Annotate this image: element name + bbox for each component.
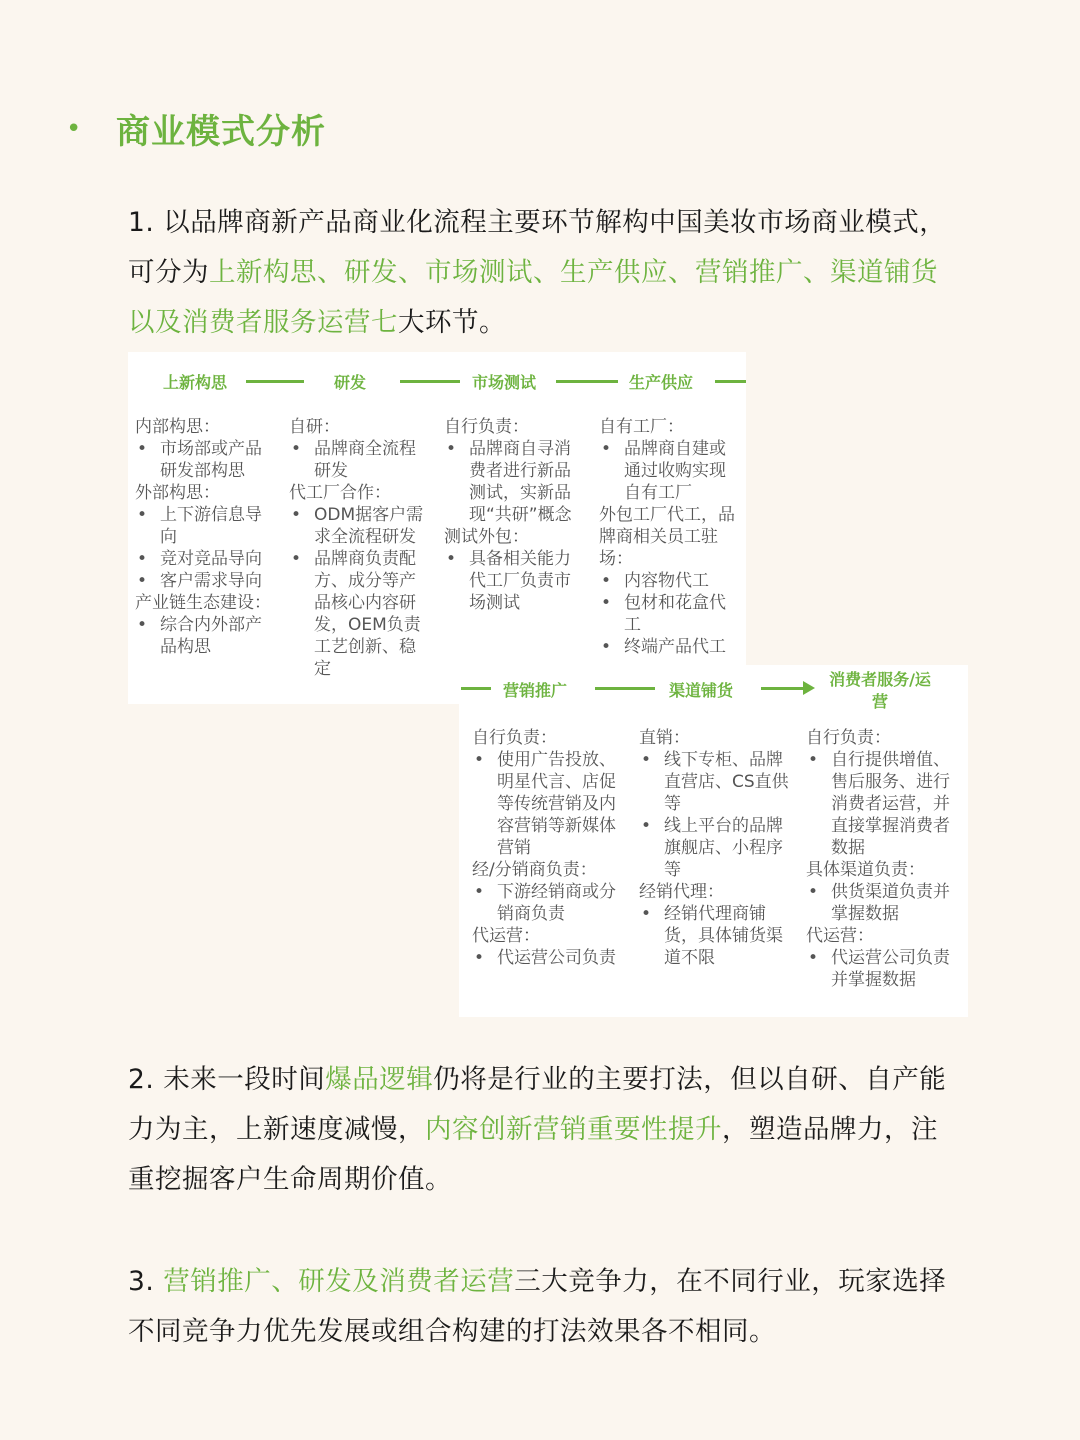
bullet-item: • 代运营公司负责	[472, 947, 622, 969]
process-figure-bottom	[459, 665, 968, 1017]
bullet-item: • 线上平台的品牌旗舰店、小程序等	[639, 815, 789, 881]
bullet-item: • 市场部或产品研发部构思	[135, 438, 275, 482]
stage-column	[135, 416, 275, 658]
bullet-item: • 具备相关能力代工厂负责市场测试	[444, 548, 584, 614]
stage-column	[472, 727, 622, 969]
bullet-item: • 客户需求导向	[135, 570, 275, 592]
block-header: 自行负责：	[444, 417, 529, 437]
block-header: 代运营：	[806, 926, 874, 946]
bullet-list	[472, 749, 622, 859]
block-header: 具体渠道负责：	[806, 860, 925, 880]
bullet-item: • 品牌商自寻消费者进行新品测试，实新品现“共研”概念	[444, 438, 584, 526]
stage-column	[806, 727, 956, 991]
stage-column	[444, 416, 584, 614]
connector-line	[246, 380, 304, 383]
bullet-item: • 综合内外部产品构思	[135, 614, 275, 658]
bullet-list	[472, 947, 622, 969]
arrow-right-icon	[803, 681, 815, 695]
block-header: 代工厂合作：	[289, 483, 391, 503]
bullet-item: • 品牌商全流程研发	[289, 438, 429, 482]
connector-line	[400, 380, 460, 383]
bullet-item: • 下游经销商或分销商负责	[472, 881, 622, 925]
block-header: 产业链生态建设：	[135, 593, 271, 613]
block-header: 自研：	[289, 417, 340, 437]
p3-text: 3.	[128, 1266, 164, 1297]
connector-line	[595, 687, 655, 690]
bullet-list	[806, 947, 956, 991]
block-header: 外部构思：	[135, 483, 220, 503]
block-header: 测试外包：	[444, 527, 529, 547]
p2-text: 仍将是行业的主要打法，但以自研、自产能力为主，上新速度减慢，	[128, 1064, 947, 1145]
p1-text: 1. 以品牌商新产品商业化流程主要环节解构中国美妆市场商业模式，可分为	[128, 207, 947, 288]
bullet-list	[599, 438, 739, 504]
bullet-list	[639, 749, 789, 881]
bullet-list	[135, 438, 275, 482]
p1-text-end: 大环节。	[398, 307, 506, 338]
bullet-item: • ODM据客户需求全流程研发	[289, 504, 429, 548]
p2-highlight: 内容创新营销重要性提升	[425, 1114, 722, 1145]
stage-label: 渠道铺货	[669, 681, 734, 700]
bullet-item: • 品牌商负责配方、成分等产品核心内容研发，OEM负责工艺创新、稳定	[289, 548, 429, 680]
p2-highlight: 爆品逻辑	[325, 1064, 434, 1095]
p3-highlight: 营销推广、研发及消费者运营	[163, 1266, 515, 1297]
bullet-item: • 线下专柜、品牌直营店、CS直供等	[639, 749, 789, 815]
block-header: 代运营：	[472, 926, 540, 946]
bullet-item: • 包材和花盒代工	[599, 592, 739, 636]
paragraph-1	[128, 198, 958, 348]
stage-column	[289, 416, 429, 680]
bullet-item: • 品牌商自建或通过收购实现自有工厂	[599, 438, 739, 504]
p2-text: 2. 未来一段时间	[128, 1064, 326, 1095]
bullet-item: • 上下游信息导向	[135, 504, 275, 548]
bullet-list	[444, 548, 584, 614]
process-figure-top	[128, 352, 746, 704]
bullet-item: • 自行提供增值、售后服务、进行消费者运营，并直接掌握消费者数据	[806, 749, 956, 859]
stage-label: 消费者服务/运营	[829, 670, 931, 711]
bullet-item: • 使用广告投放、明星代言、店促等传统营销及内容营销等新媒体营销	[472, 749, 622, 859]
bullet-item: • 经销代理商铺货，具体铺货渠道不限	[639, 903, 789, 969]
bullet-item: • 代运营公司负责并掌握数据	[806, 947, 956, 991]
bullet-item: • 内容物代工	[599, 570, 739, 592]
bullet-item: • 终端产品代工	[599, 636, 739, 658]
p1-highlight: 上新构思、研发、市场测试、生产供应、营销推广、渠道铺货以及消费者服务运营七	[128, 257, 938, 338]
stage-column	[639, 727, 789, 969]
block-header: 自有工厂：	[599, 417, 684, 437]
stage-label: 营销推广	[503, 681, 568, 700]
connector-line	[461, 687, 491, 690]
bullet-list	[599, 570, 739, 658]
bullet-list	[289, 438, 429, 482]
bullet-list	[135, 504, 275, 592]
bullet-list	[135, 614, 275, 658]
stage-row-bottom	[459, 669, 968, 711]
block-header: 自行负责：	[472, 728, 557, 748]
stage-label: 生产供应	[629, 373, 694, 392]
paragraph-2	[128, 1055, 958, 1205]
bullet-list	[806, 749, 956, 859]
block-header: 内部构思：	[135, 417, 220, 437]
section-title: 商业模式分析	[116, 112, 326, 152]
connector-line	[715, 380, 746, 383]
block-header: 经销代理：	[639, 882, 724, 902]
stage-column	[599, 416, 739, 658]
bullet-list	[806, 881, 956, 925]
block-header: 自行负责：	[806, 728, 891, 748]
stage-row-top	[128, 366, 746, 394]
bullet-list	[472, 881, 622, 925]
stage-label: 市场测试	[472, 373, 537, 392]
bullet-item: • 竞对竞品导向	[135, 548, 275, 570]
stage-label: 上新构思	[163, 373, 228, 392]
paragraph-3	[128, 1257, 958, 1357]
p2-text-end: ，塑造品牌力，注重挖掘客户生命周期价值。	[128, 1114, 938, 1195]
block-header: 直销：	[639, 728, 690, 748]
p3-text-end: 三大竞争力，在不同行业，玩家选择不同竞争力优先发展或组合构建的打法效果各不相同。	[128, 1266, 947, 1347]
block-header: 外包工厂代工，品牌商相关员工驻场：	[599, 505, 735, 569]
bullet-item: • 供货渠道负责并掌握数据	[806, 881, 956, 925]
block-header: 经/分销商负责：	[472, 860, 597, 880]
bullet-list	[444, 438, 584, 526]
bullet-list	[639, 903, 789, 969]
bullet-dot-icon: •	[66, 113, 82, 144]
stage-label: 研发	[334, 373, 367, 392]
section-heading	[66, 104, 326, 153]
bullet-list	[289, 504, 429, 680]
connector-line	[761, 687, 803, 690]
connector-line	[556, 380, 618, 383]
